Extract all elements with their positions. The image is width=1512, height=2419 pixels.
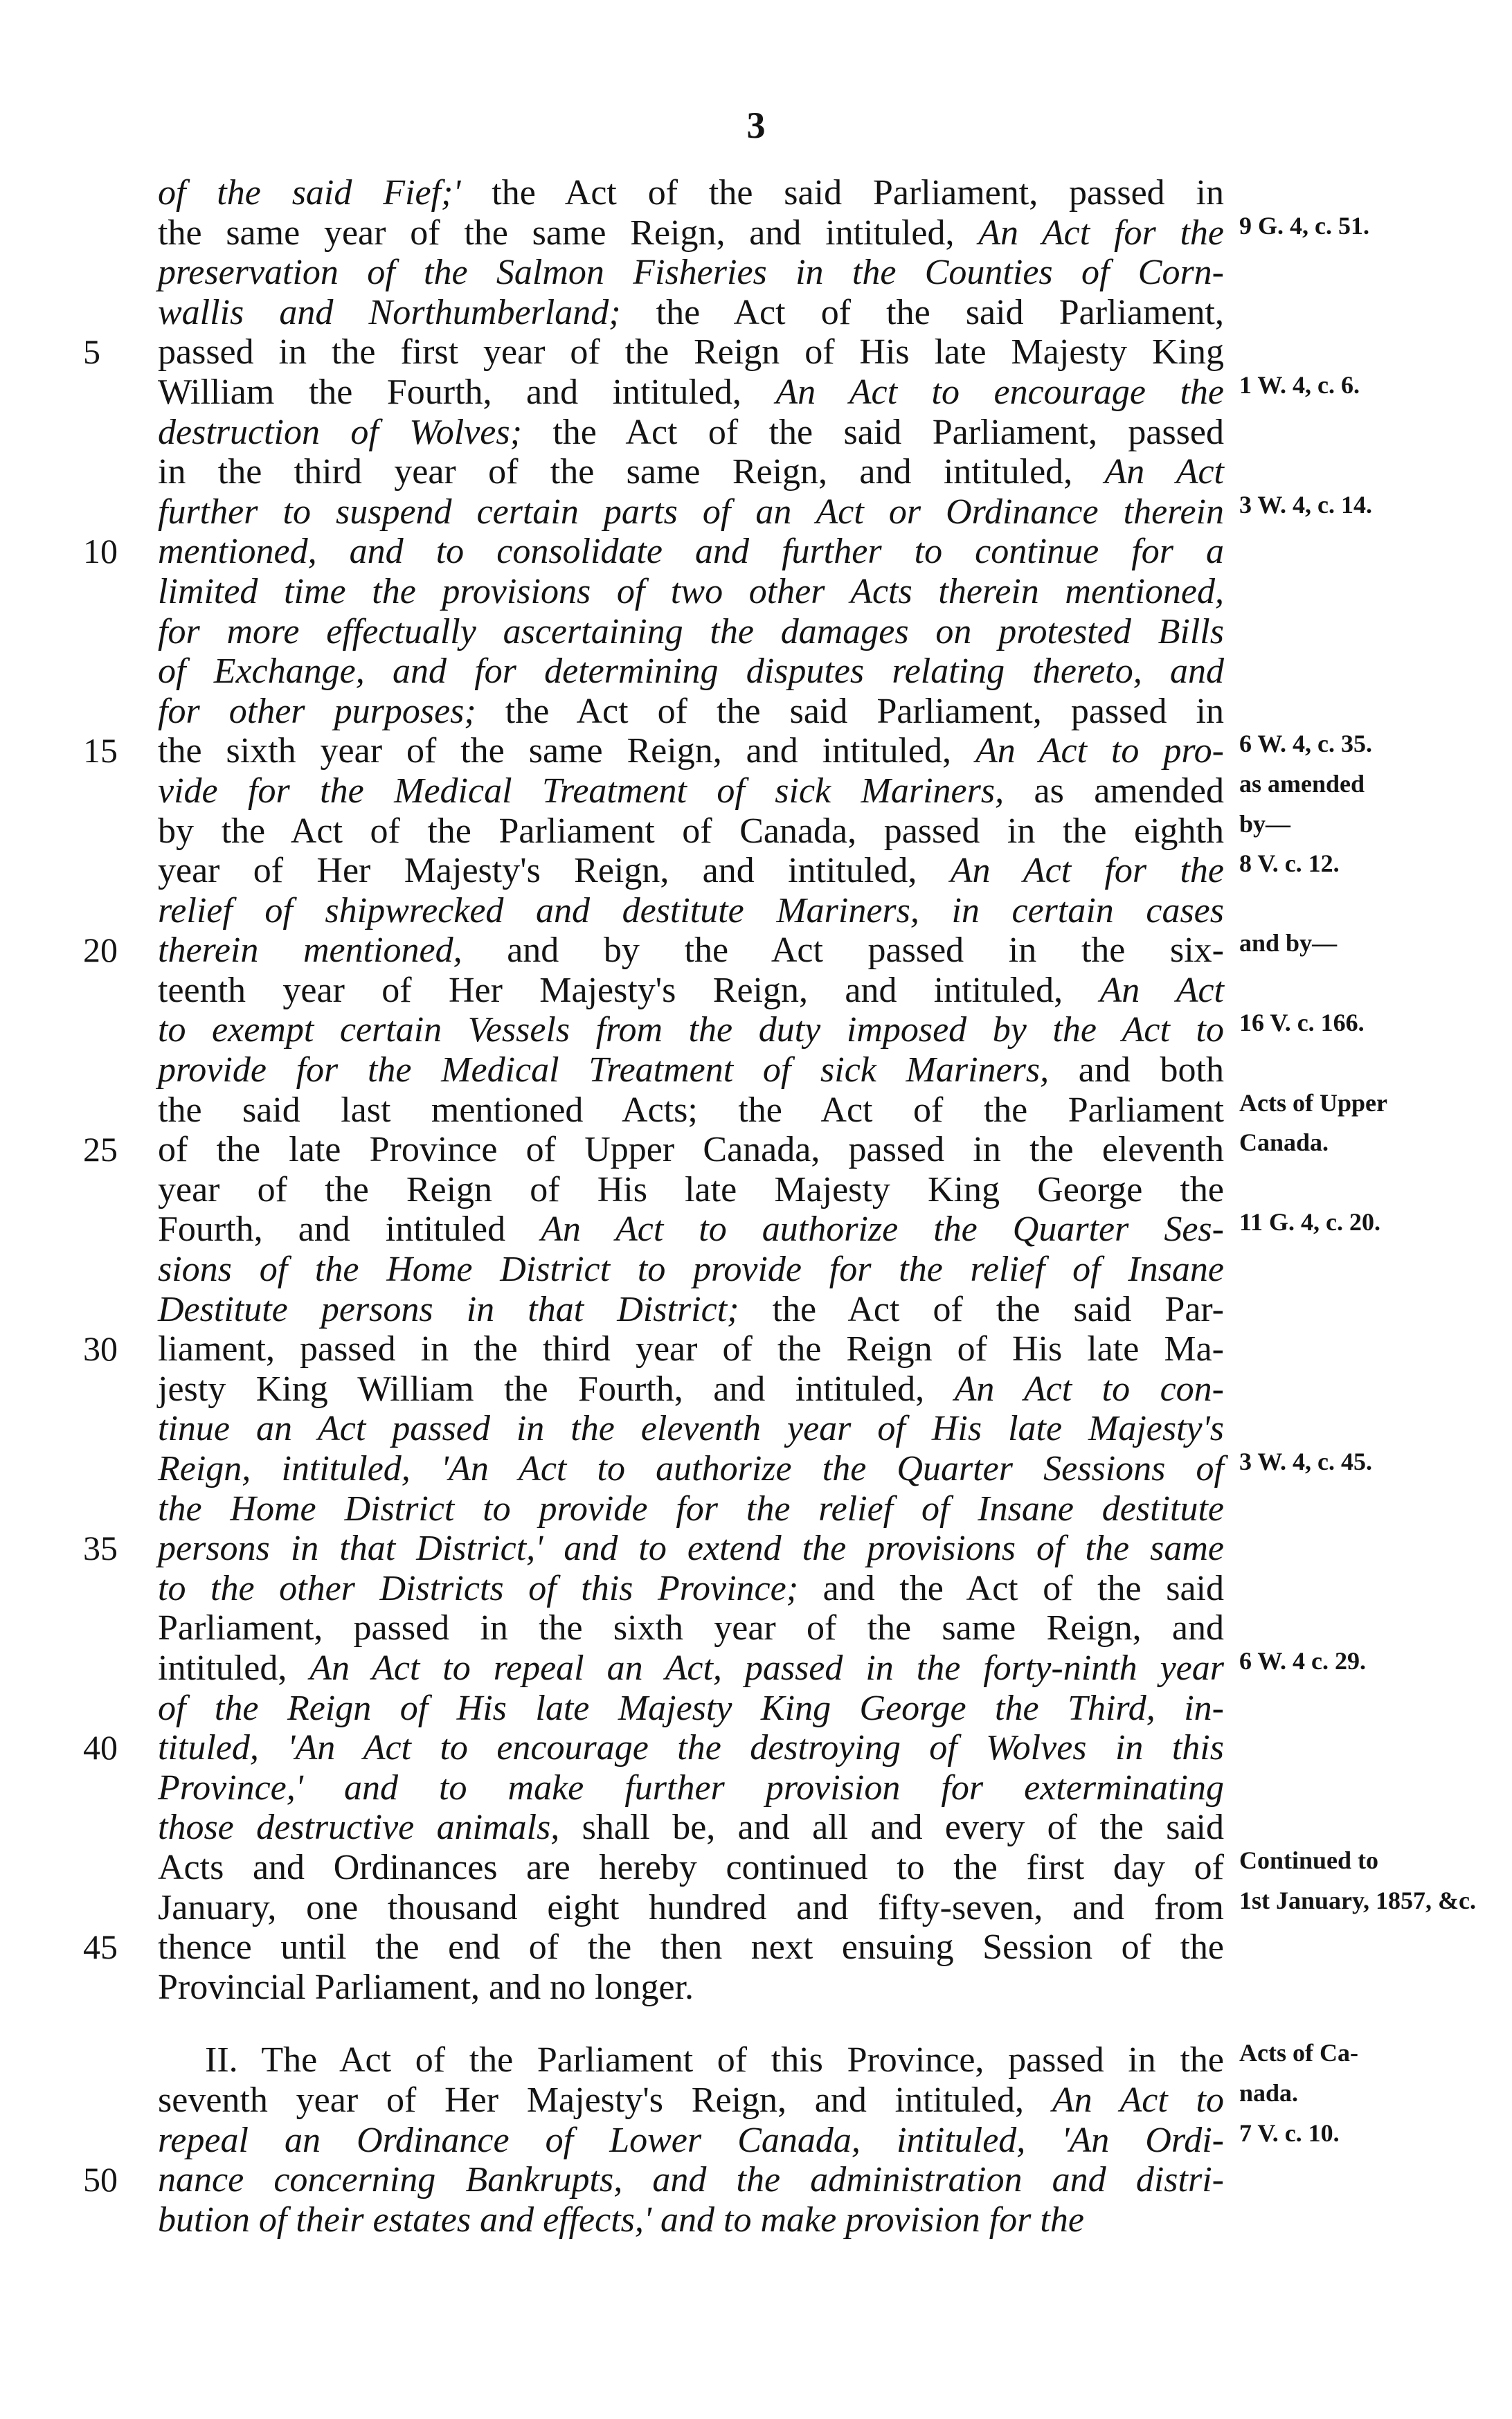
text-line <box>0 413 1512 453</box>
line-text: Acts and Ordinances are hereby continued to the first day of <box>158 1847 1224 1887</box>
margin-note: Continued to <box>1239 1846 1379 1874</box>
text-line <box>0 1290 1512 1330</box>
text-line <box>0 1888 1512 1928</box>
text-line <box>0 173 1512 213</box>
margin-note: 6 W. 4 c. 29. <box>1239 1646 1367 1675</box>
text-line <box>0 811 1512 852</box>
margin-note: 16 V. c. 166. <box>1239 1009 1365 1037</box>
text-line <box>0 731 1512 771</box>
text-line <box>0 1808 1512 1848</box>
margin-note: Canada. <box>1239 1128 1329 1157</box>
line-text: Reign, intituled, 'An Act to authorize the Quarter Sessions of <box>158 1449 1224 1489</box>
margin-note: nada. <box>1239 2078 1299 2107</box>
line-text: thence until the end of the then next ensuing Session of the <box>158 1927 1224 1968</box>
line-number: 50 <box>83 2160 118 2200</box>
line-text: of the Reign of His late Majesty King George the Third, in- <box>158 1688 1224 1728</box>
line-text: sions of the Home District to provide for the relief of Insane <box>158 1250 1224 1290</box>
page-number: 3 <box>746 105 766 146</box>
text-line <box>0 851 1512 891</box>
line-text: year of Her Majesty's Reign, and intituled, An Act for the <box>158 851 1224 891</box>
margin-note: 1 W. 4, c. 6. <box>1239 370 1360 399</box>
text-line <box>0 692 1512 732</box>
text-line <box>0 2040 1512 2080</box>
text-line <box>0 1250 1512 1290</box>
text-line <box>0 891 1512 931</box>
text-line <box>0 1210 1512 1250</box>
line-text: liament, passed in the third year of the Reign of His late Ma- <box>158 1329 1224 1369</box>
margin-note: Acts of Ca- <box>1239 2039 1358 2067</box>
statute-text <box>0 173 1512 2240</box>
text-line <box>0 2200 1512 2240</box>
line-text: of the said Fief;' the Act of the said Parliament, passed in <box>158 173 1224 213</box>
margin-note: 9 G. 4, c. 51. <box>1239 211 1369 240</box>
line-text: teenth year of Her Majesty's Reign, and intituled, An Act <box>158 970 1224 1010</box>
line-text: year of the Reign of His late Majesty King George the <box>158 1169 1224 1210</box>
text-line <box>0 1689 1512 1729</box>
text-line <box>0 1130 1512 1170</box>
text-line <box>0 452 1512 492</box>
line-text: of Exchange, and for determining disputes relating thereto, and <box>158 651 1224 692</box>
line-text: Fourth, and intituled An Act to authorize the Quarter Ses- <box>158 1210 1224 1250</box>
line-text: provide for the Medical Treatment of sick Mariners, and both <box>158 1050 1225 1090</box>
line-text: preservation of the Salmon Fisheries in the Counties of Corn- <box>158 253 1224 293</box>
text-line <box>0 1927 1512 1968</box>
text-line <box>0 1648 1512 1689</box>
line-text: nance concerning Bankrupts, and the administration and distri- <box>158 2160 1224 2200</box>
line-number: 20 <box>83 930 118 970</box>
text-line <box>0 1489 1512 1529</box>
text-line <box>0 612 1512 652</box>
text-line <box>0 332 1512 372</box>
text-line <box>0 2121 1512 2161</box>
text-line <box>0 651 1512 692</box>
line-text: tinue an Act passed in the eleventh year of His late Majesty's <box>158 1409 1224 1449</box>
text-line <box>0 771 1512 811</box>
margin-note: 1st January, 1857, &c. <box>1239 1886 1476 1914</box>
line-text: vide for the Medical Treatment of sick Mariners, as amended <box>158 771 1224 811</box>
line-text: Provincial Parliament, and no longer. <box>158 1967 694 2007</box>
line-text: seventh year of Her Majesty's Reign, and intituled, An Act to <box>158 2080 1225 2120</box>
text-line <box>0 372 1512 413</box>
margin-note: as amended <box>1239 769 1365 798</box>
line-number: 40 <box>83 1728 118 1768</box>
line-number: 15 <box>83 731 118 771</box>
line-number: 25 <box>83 1130 118 1169</box>
line-number: 10 <box>83 532 118 571</box>
line-text: to the other Districts of this Province; and the Act of the said <box>158 1568 1224 1608</box>
text-line <box>0 572 1512 612</box>
line-number: 30 <box>83 1329 118 1369</box>
margin-note: 7 V. c. 10. <box>1239 2119 1340 2147</box>
text-line <box>0 1409 1512 1449</box>
line-number: 5 <box>83 332 100 372</box>
line-text: those destructive animals, shall be, and all and every of the said <box>158 1808 1224 1848</box>
line-text: by the Act of the Parliament of Canada, passed in the eighth <box>158 811 1224 851</box>
text-line <box>0 2160 1512 2200</box>
line-text: passed in the first year of the Reign of His late Majesty King <box>158 332 1224 372</box>
text-line <box>0 1369 1512 1410</box>
text-line <box>0 1050 1512 1090</box>
text-line <box>0 1529 1512 1569</box>
line-text: the sixth year of the same Reign, and intituled, An Act to pro- <box>158 731 1224 771</box>
text-line <box>0 930 1512 971</box>
margin-note: 3 W. 4, c. 14. <box>1239 490 1373 519</box>
text-line <box>0 293 1512 333</box>
line-text: of the late Province of Upper Canada, passed in the eleventh <box>158 1130 1224 1170</box>
text-line <box>0 1329 1512 1369</box>
line-text: Province,' and to make further provision for exterminating <box>158 1768 1224 1808</box>
line-text: January, one thousand eight hundred and fifty-seven, and from <box>158 1887 1224 1927</box>
text-line <box>0 492 1512 532</box>
text-line <box>0 1090 1512 1131</box>
text-line <box>0 213 1512 253</box>
margin-note: Acts of Upper <box>1239 1088 1387 1117</box>
text-line <box>0 2080 1512 2121</box>
line-text: William the Fourth, and intituled, An Act to encourage the <box>158 372 1225 412</box>
line-text: destruction of Wolves; the Act of the said Parliament, passed <box>158 412 1225 452</box>
line-text: intituled, An Act to repeal an Act, passed in the forty-ninth year <box>158 1648 1224 1688</box>
line-text: the same year of the same Reign, and intituled, An Act for the <box>158 213 1224 253</box>
line-text: persons in that District,' and to extend the provisions of the same <box>158 1529 1224 1569</box>
line-text: wallis and Northumberland; the Act of the said Parliament, <box>158 292 1224 332</box>
margin-note: 11 G. 4, c. 20. <box>1239 1208 1380 1237</box>
text-line <box>0 1170 1512 1210</box>
line-text: Destitute persons in that District; the Act of the said Par- <box>158 1289 1224 1329</box>
line-text: to exempt certain Vessels from the duty imposed by the Act to <box>158 1010 1224 1050</box>
line-text: tituled, 'An Act to encourage the destroying of Wolves in this <box>158 1728 1224 1768</box>
line-text: bution of their estates and effects,' and to make provision for the <box>158 2200 1084 2240</box>
text-line <box>0 971 1512 1011</box>
line-text: therein mentioned, and by the Act passed in the six- <box>158 930 1224 971</box>
margin-note: 8 V. c. 12. <box>1239 849 1340 878</box>
margin-note: 6 W. 4, c. 35. <box>1239 730 1373 758</box>
line-text: the Home District to provide for the relief of Insane destitute <box>158 1489 1224 1529</box>
line-text: jesty King William the Fourth, and intituled, An Act to con- <box>158 1369 1224 1409</box>
line-text: mentioned, and to consolidate and further to continue for a <box>158 532 1224 572</box>
margin-note: by— <box>1239 809 1291 838</box>
line-text: II. The Act of the Parliament of this Province, passed in the <box>205 2040 1224 2080</box>
line-text: for more effectually ascertaining the damages on protested Bills <box>158 611 1224 651</box>
line-text: in the third year of the same Reign, and intituled, An Act <box>158 452 1224 492</box>
text-line <box>0 253 1512 293</box>
text-line <box>0 1968 1512 2008</box>
text-line <box>0 532 1512 572</box>
line-number: 35 <box>83 1529 118 1568</box>
margin-note: and by— <box>1239 929 1338 957</box>
line-text: Parliament, passed in the sixth year of the same Reign, and <box>158 1608 1224 1648</box>
line-text: further to suspend certain parts of an Act or Ordinance therein <box>158 492 1224 532</box>
line-text: relief of shipwrecked and destitute Mariners, in certain cases <box>158 890 1224 930</box>
text-line <box>0 1728 1512 1768</box>
line-text: repeal an Ordinance of Lower Canada, intituled, 'An Ordi- <box>158 2120 1224 2160</box>
text-line <box>0 1768 1512 1808</box>
line-text: for other purposes; the Act of the said Parliament, passed in <box>158 691 1224 731</box>
text-line <box>0 1449 1512 1489</box>
text-line <box>0 1848 1512 1888</box>
paragraph-gap <box>0 2007 1512 2040</box>
line-text: limited time the provisions of two other Acts therein mentioned, <box>158 571 1224 611</box>
text-line <box>0 1608 1512 1648</box>
text-line <box>0 1569 1512 1609</box>
line-text: the said last mentioned Acts; the Act of the Parliament <box>158 1090 1224 1130</box>
margin-note: 3 W. 4, c. 45. <box>1239 1448 1373 1475</box>
line-number: 45 <box>83 1927 118 1967</box>
text-line <box>0 1010 1512 1050</box>
